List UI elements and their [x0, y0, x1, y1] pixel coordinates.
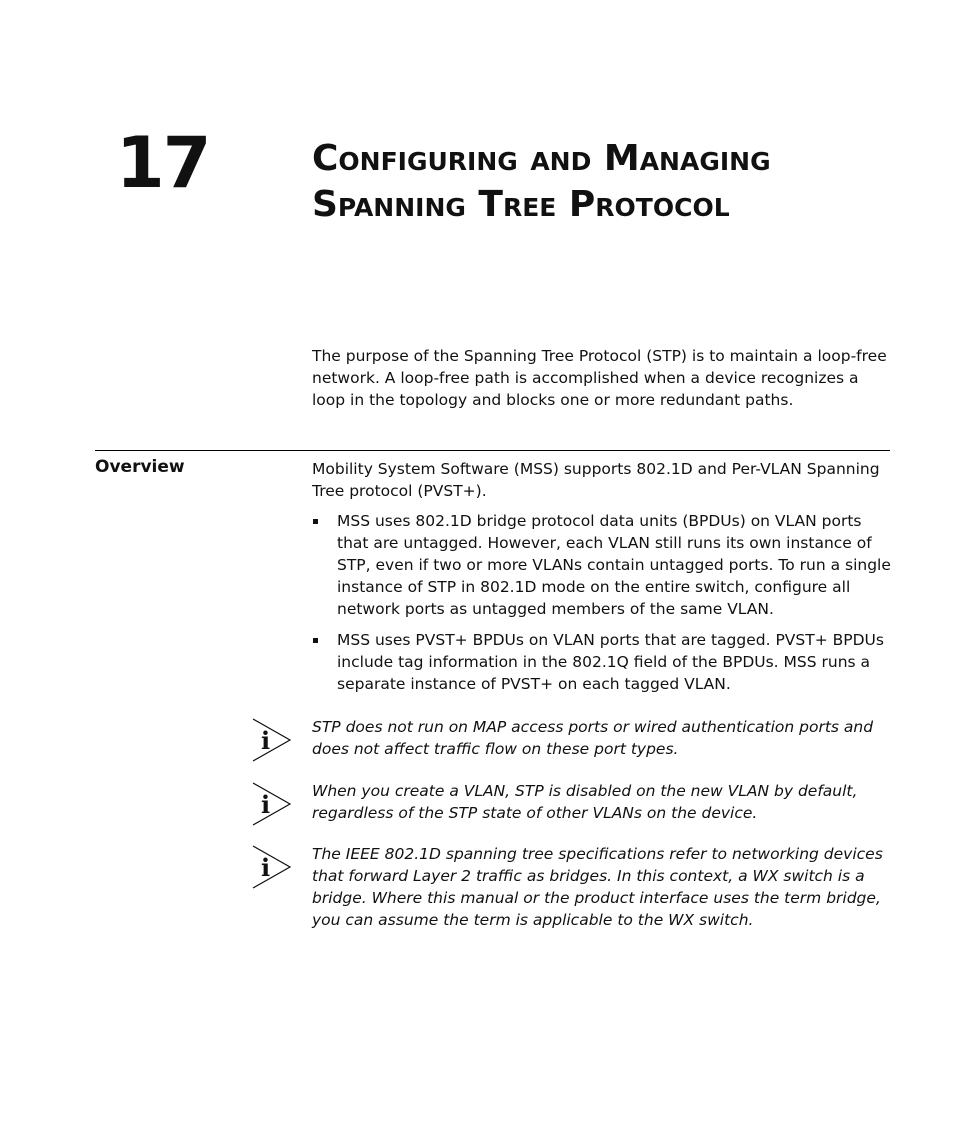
info-note-icon — [252, 718, 292, 762]
note-text: When you create a VLAN, STP is disabled on the new VLAN by default, regardless of the STP state of other VLANs on the device. — [312, 782, 858, 822]
svg-text:i: i — [261, 790, 271, 819]
bullet-text: MSS uses PVST+ BPDUs on VLAN ports that are tagged. PVST+ BPDUs include tag information in the 802.1Q field of the BPDUs. MSS runs a separate instance of PVST+ on each tagged VLAN. — [337, 631, 884, 693]
note-1 — [252, 716, 892, 760]
overview-bullet-list — [312, 510, 892, 695]
intro-paragraph: The purpose of the Spanning Tree Protocol (STP) is to maintain a loop-free network. A loop-free path is accomplished when a device recognizes a loop in the topology and blocks one or more redundant paths. — [312, 347, 887, 409]
list-item — [312, 629, 892, 695]
note-2 — [252, 780, 892, 824]
list-item — [312, 510, 892, 620]
bullet-text: MSS uses 802.1D bridge protocol data units (BPDUs) on VLAN ports that are untagged. However, each VLAN still runs its own instance of STP, even if two or more VLANs contain untagged ports. To run a single instance of STP in 802.1D mode on the entire switch, configure all network ports as untagged members of the same VLAN. — [337, 512, 891, 618]
chapter-title — [312, 136, 912, 228]
note-text: The IEEE 802.1D spanning tree specifications refer to networking devices that forward Layer 2 traffic as bridges. In this context, a WX switch is a bridge. Where this manual or the product interface uses the term bridge, you can assume the term is applicable to the WX switch. — [312, 845, 883, 929]
note-text: STP does not run on MAP access ports or wired authentication ports and does not affect traffic flow on these port types. — [312, 718, 874, 758]
bullet-square-icon — [313, 638, 318, 643]
svg-text:i: i — [261, 853, 271, 882]
overview-section — [312, 458, 892, 704]
info-note-icon — [252, 782, 292, 826]
info-note-icon — [252, 845, 292, 889]
section-heading-overview: Overview — [95, 457, 185, 477]
svg-text:i: i — [261, 726, 271, 755]
chapter-title-line-1: Configuring and Managing — [312, 138, 771, 179]
note-3 — [252, 843, 892, 931]
chapter-number: 17 — [116, 122, 210, 204]
overview-paragraph: Mobility System Software (MSS) supports 802.1D and Per-VLAN Spanning Tree protocol (PVST+). — [312, 460, 880, 500]
chapter-title-line-2: Spanning Tree Protocol — [312, 184, 730, 225]
section-divider — [95, 450, 890, 451]
bullet-square-icon — [313, 519, 318, 524]
